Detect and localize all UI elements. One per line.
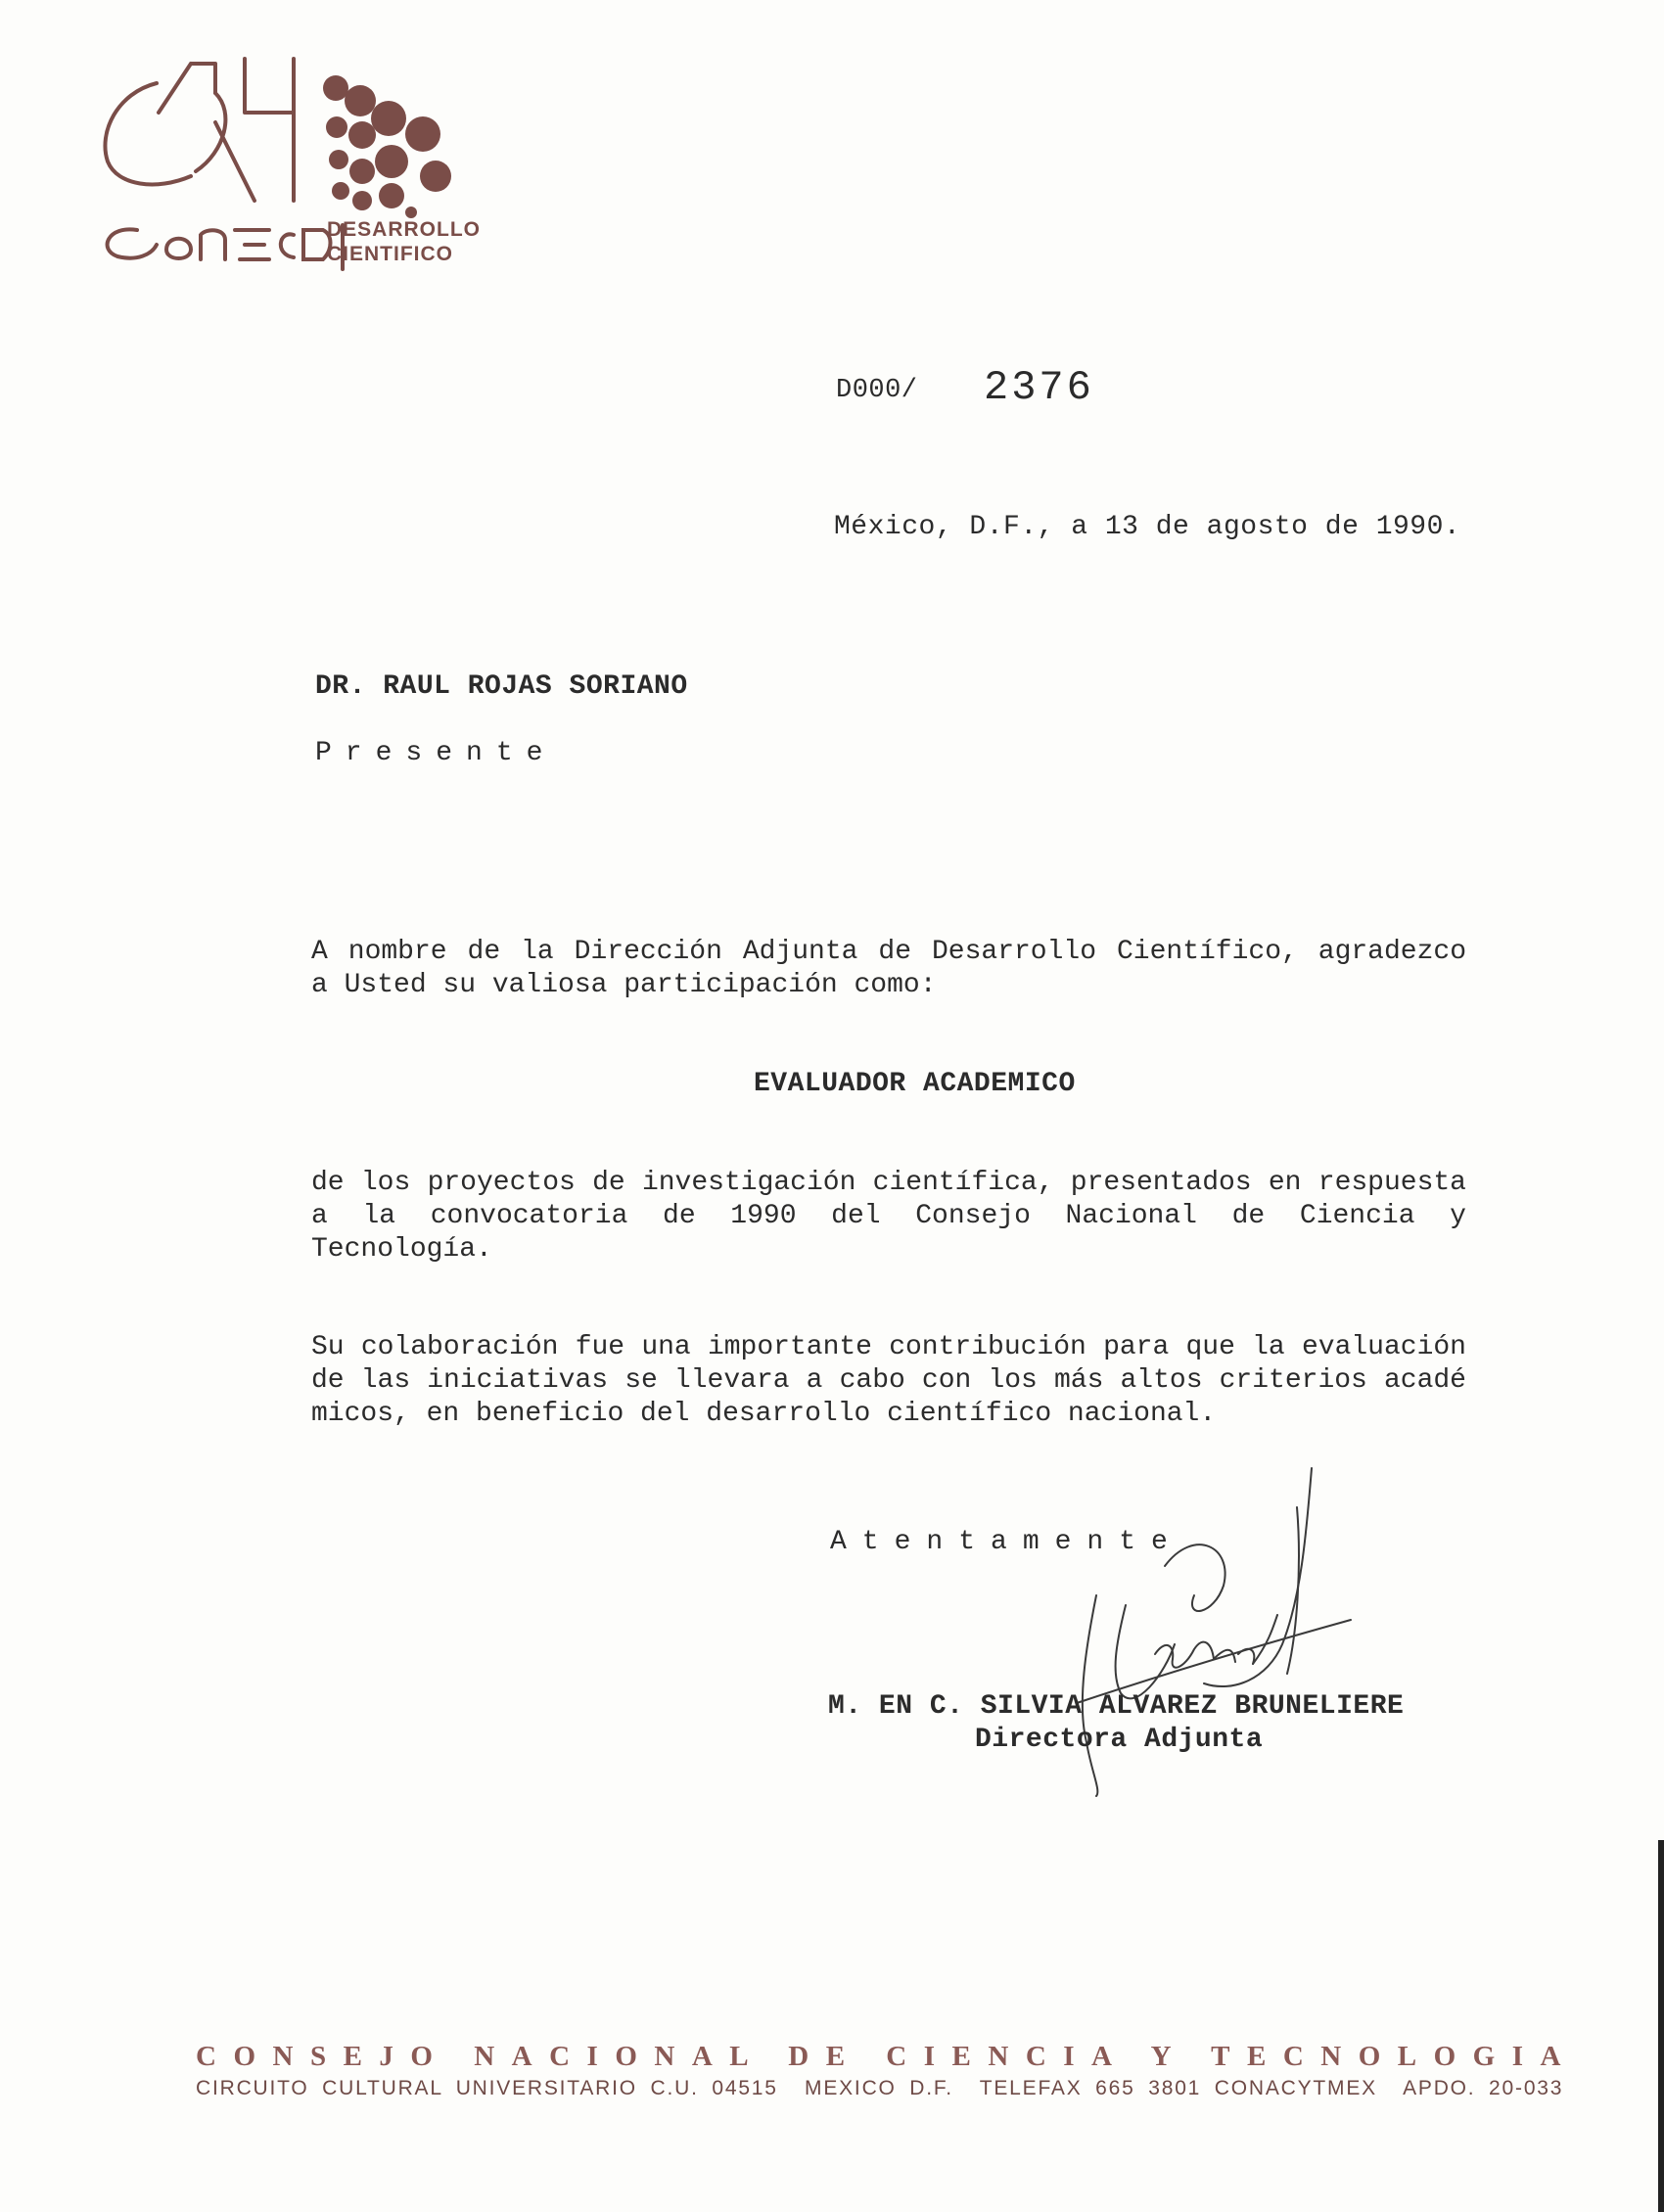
footer-organization: CONSEJO NACIONAL DE CIENCIA Y TECNOLOGIA <box>196 2041 1578 2072</box>
paragraph-line: a la convocatoria de 1990 del Consejo Nacional de Ciencia y <box>311 1201 1466 1231</box>
role-title: EVALUADOR ACADEMICO <box>754 1069 1076 1099</box>
paragraph-line: Su colaboración fue una importante contribución para que la evaluación <box>311 1332 1466 1362</box>
addressee-name: DR. RAUL ROJAS SORIANO <box>315 671 688 702</box>
unit-line-1: DESARROLLO <box>327 218 481 241</box>
paragraph-line: Tecnología. <box>311 1234 492 1265</box>
paragraph-3 <box>311 1331 1466 1431</box>
date-line: México, D.F., a 13 de agosto de 1990. <box>834 512 1461 542</box>
salutation: Presente <box>315 738 557 768</box>
paragraph-line: A nombre de la Dirección Adjunta de Desarrollo Científico, agradezco <box>311 937 1466 967</box>
closing: Atentamente <box>830 1527 1183 1557</box>
reference-number: 2376 <box>984 364 1094 411</box>
unit-line-2: CIENTIFICO <box>327 243 453 265</box>
signer-title: Directora Adjunta <box>975 1725 1264 1755</box>
paragraph-line: de las iniciativas se llevara a cabo con los más altos criterios acadé <box>311 1365 1466 1396</box>
paragraph-line: de los proyectos de investigación científica, presentados en respuesta <box>311 1168 1466 1198</box>
paragraph-2 <box>311 1167 1466 1267</box>
paragraph-line: a Usted su valiosa participación como: <box>311 970 937 1000</box>
dot-cluster <box>323 75 451 218</box>
paragraph-line: micos, en beneficio del desarrollo científico nacional. <box>311 1399 1217 1429</box>
unit-name <box>327 217 481 266</box>
footer-address: CIRCUITO CULTURAL UNIVERSITARIO C.U. 04515 MEXICO D.F. TELEFAX 665 3801 CONACYTMEX APDO. 20-033 <box>196 2077 1564 2099</box>
paragraph-1 <box>311 936 1466 1002</box>
reference-code: D000/ <box>836 376 918 405</box>
scan-edge-shadow <box>1658 1840 1664 2212</box>
signer-name: M. EN C. SILVIA ALVAREZ BRUNELIERE <box>828 1691 1405 1722</box>
